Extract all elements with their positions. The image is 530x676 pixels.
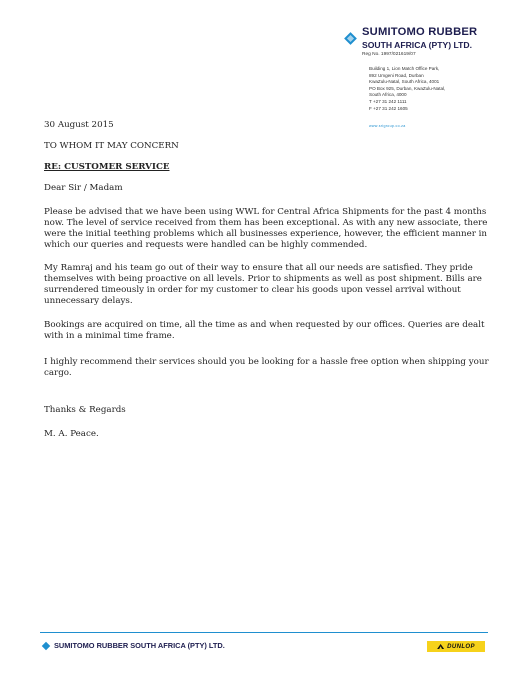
- letter-paragraph: I highly recommend their services should you be looking for a hassle free option when shipping your cargo.: [44, 357, 489, 378]
- footer-divider: [40, 632, 488, 633]
- letter-signature: M. A. Peace.: [44, 429, 99, 439]
- company-subtitle: SOUTH AFRICA (PTY) LTD.: [362, 40, 472, 50]
- address-line: KwaZulu-Natal, South Africa, 4001: [369, 79, 440, 85]
- dunlop-mark-icon: [437, 644, 444, 649]
- letter-date: 30 August 2015: [44, 120, 114, 130]
- address-line: F +27 31 242 1605: [369, 105, 408, 111]
- footer-company-name: SUMITOMO RUBBER SOUTH AFRICA (PTY) LTD.: [54, 641, 225, 650]
- dunlop-logo-text: DUNLOP: [447, 643, 475, 650]
- address-line: T +27 31 242 1111: [369, 98, 407, 104]
- letter-paragraph: Please be advised that we have been using WWL for Central Africa Shipments for the past 4 months now. The level of service received from them has been exceptional. As with any new associate, there were the initial teething problems which all businesses experience, however, the efficient manner in which our queries and requests were handled can be highly commended.: [44, 207, 488, 250]
- address-line: 892 Umgeni Road, Durban: [369, 72, 424, 78]
- letter-paragraph: My Ramraj and his team go out of their way to ensure that all our needs are satisfied. They pride themselves with being proactive on all levels. Prior to shipments as well as post shipment. Bills are surrendered timeously in order for my customer to clear his goods upon vessel arrival without unnecessary delays.: [44, 263, 482, 306]
- letter-closing: Thanks & Regards: [44, 405, 126, 415]
- letter-paragraph: Bookings are acquired on time, all the time as and when requested by our offices. Queries are dealt with in a minimal time frame.: [44, 320, 485, 341]
- website-link[interactable]: www.srigroup.co.za: [369, 124, 406, 128]
- address-line: South Africa, 4000: [369, 92, 407, 98]
- footer-diamond-icon: [42, 642, 50, 650]
- address-line: PO Box 925, Durban, KwaZulu-Natal,: [369, 85, 446, 91]
- letter-greeting: Dear Sir / Madam: [44, 183, 123, 193]
- registration-number: Reg No. 1997/021619/07: [362, 52, 416, 57]
- company-name: SUMITOMO RUBBER: [362, 26, 478, 38]
- dunlop-logo: [427, 641, 485, 652]
- company-address: [369, 66, 445, 112]
- letter-recipient: TO WHOM IT MAY CONCERN: [44, 141, 179, 151]
- address-line: Building 1, Lion Match Office Park,: [369, 66, 440, 71]
- diamond-logo-icon: [344, 32, 357, 45]
- letter-subject: RE: CUSTOMER SERVICE: [44, 162, 170, 172]
